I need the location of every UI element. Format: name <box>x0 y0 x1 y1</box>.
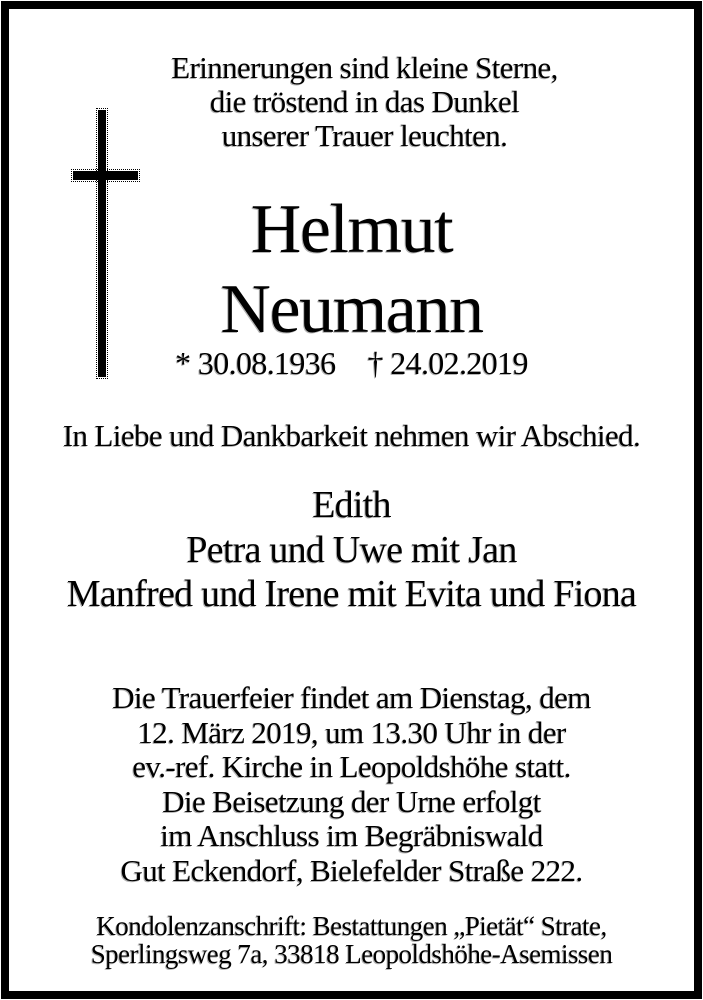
condolence-line-1: Kondolenzanschrift: Bestattungen „Pietät“ Strate, <box>96 911 607 941</box>
death-date: † 24.02.2019 <box>367 345 528 381</box>
verse-line-2: die tröstend in das Dunkel <box>209 84 520 119</box>
life-dates <box>13 345 690 381</box>
service-line-3: ev.-ref. Kirche in Leopoldshöhe statt. <box>132 749 571 785</box>
mourners-list <box>13 483 690 617</box>
service-line-1: Die Trauerfeier findet am Dienstag, dem <box>112 680 591 715</box>
deceased-name <box>13 190 690 350</box>
mourner-line-2: Petra und Uwe mit Jan <box>186 528 517 571</box>
mourner-line-3: Manfred und Irene mit Evita und Fiona <box>66 573 637 615</box>
service-line-4: Die Beisetzung der Urne erfolgt <box>162 783 541 819</box>
mourner-line-1: Edith <box>312 484 391 526</box>
deceased-last-name: Neumann <box>220 271 483 348</box>
verse-line-1: Erinnerungen sind kleine Sterne, <box>171 50 558 85</box>
deceased-first-name: Helmut <box>250 191 453 268</box>
service-information <box>13 681 690 889</box>
condolence-address <box>13 913 690 968</box>
cross-horizontal-bar <box>73 171 138 180</box>
condolence-line-2: Sperlingsweg 7a, 33818 Leopoldshöhe-Asemissen <box>90 938 613 969</box>
farewell-line: In Liebe und Dankbarkeit nehmen wir Abschied. <box>62 418 641 453</box>
verse-line-3: unserer Trauer leuchten. <box>221 118 508 153</box>
service-line-2: 12. März 2019, um 13.30 Uhr in der <box>137 714 566 750</box>
service-line-6: Gut Eckendorf, Bielefelder Straße 222. <box>120 852 583 888</box>
service-line-5: im Anschluss im Begräbniswald <box>160 818 543 854</box>
birth-date: * 30.08.1936 <box>175 345 336 381</box>
opening-verse <box>39 51 690 153</box>
